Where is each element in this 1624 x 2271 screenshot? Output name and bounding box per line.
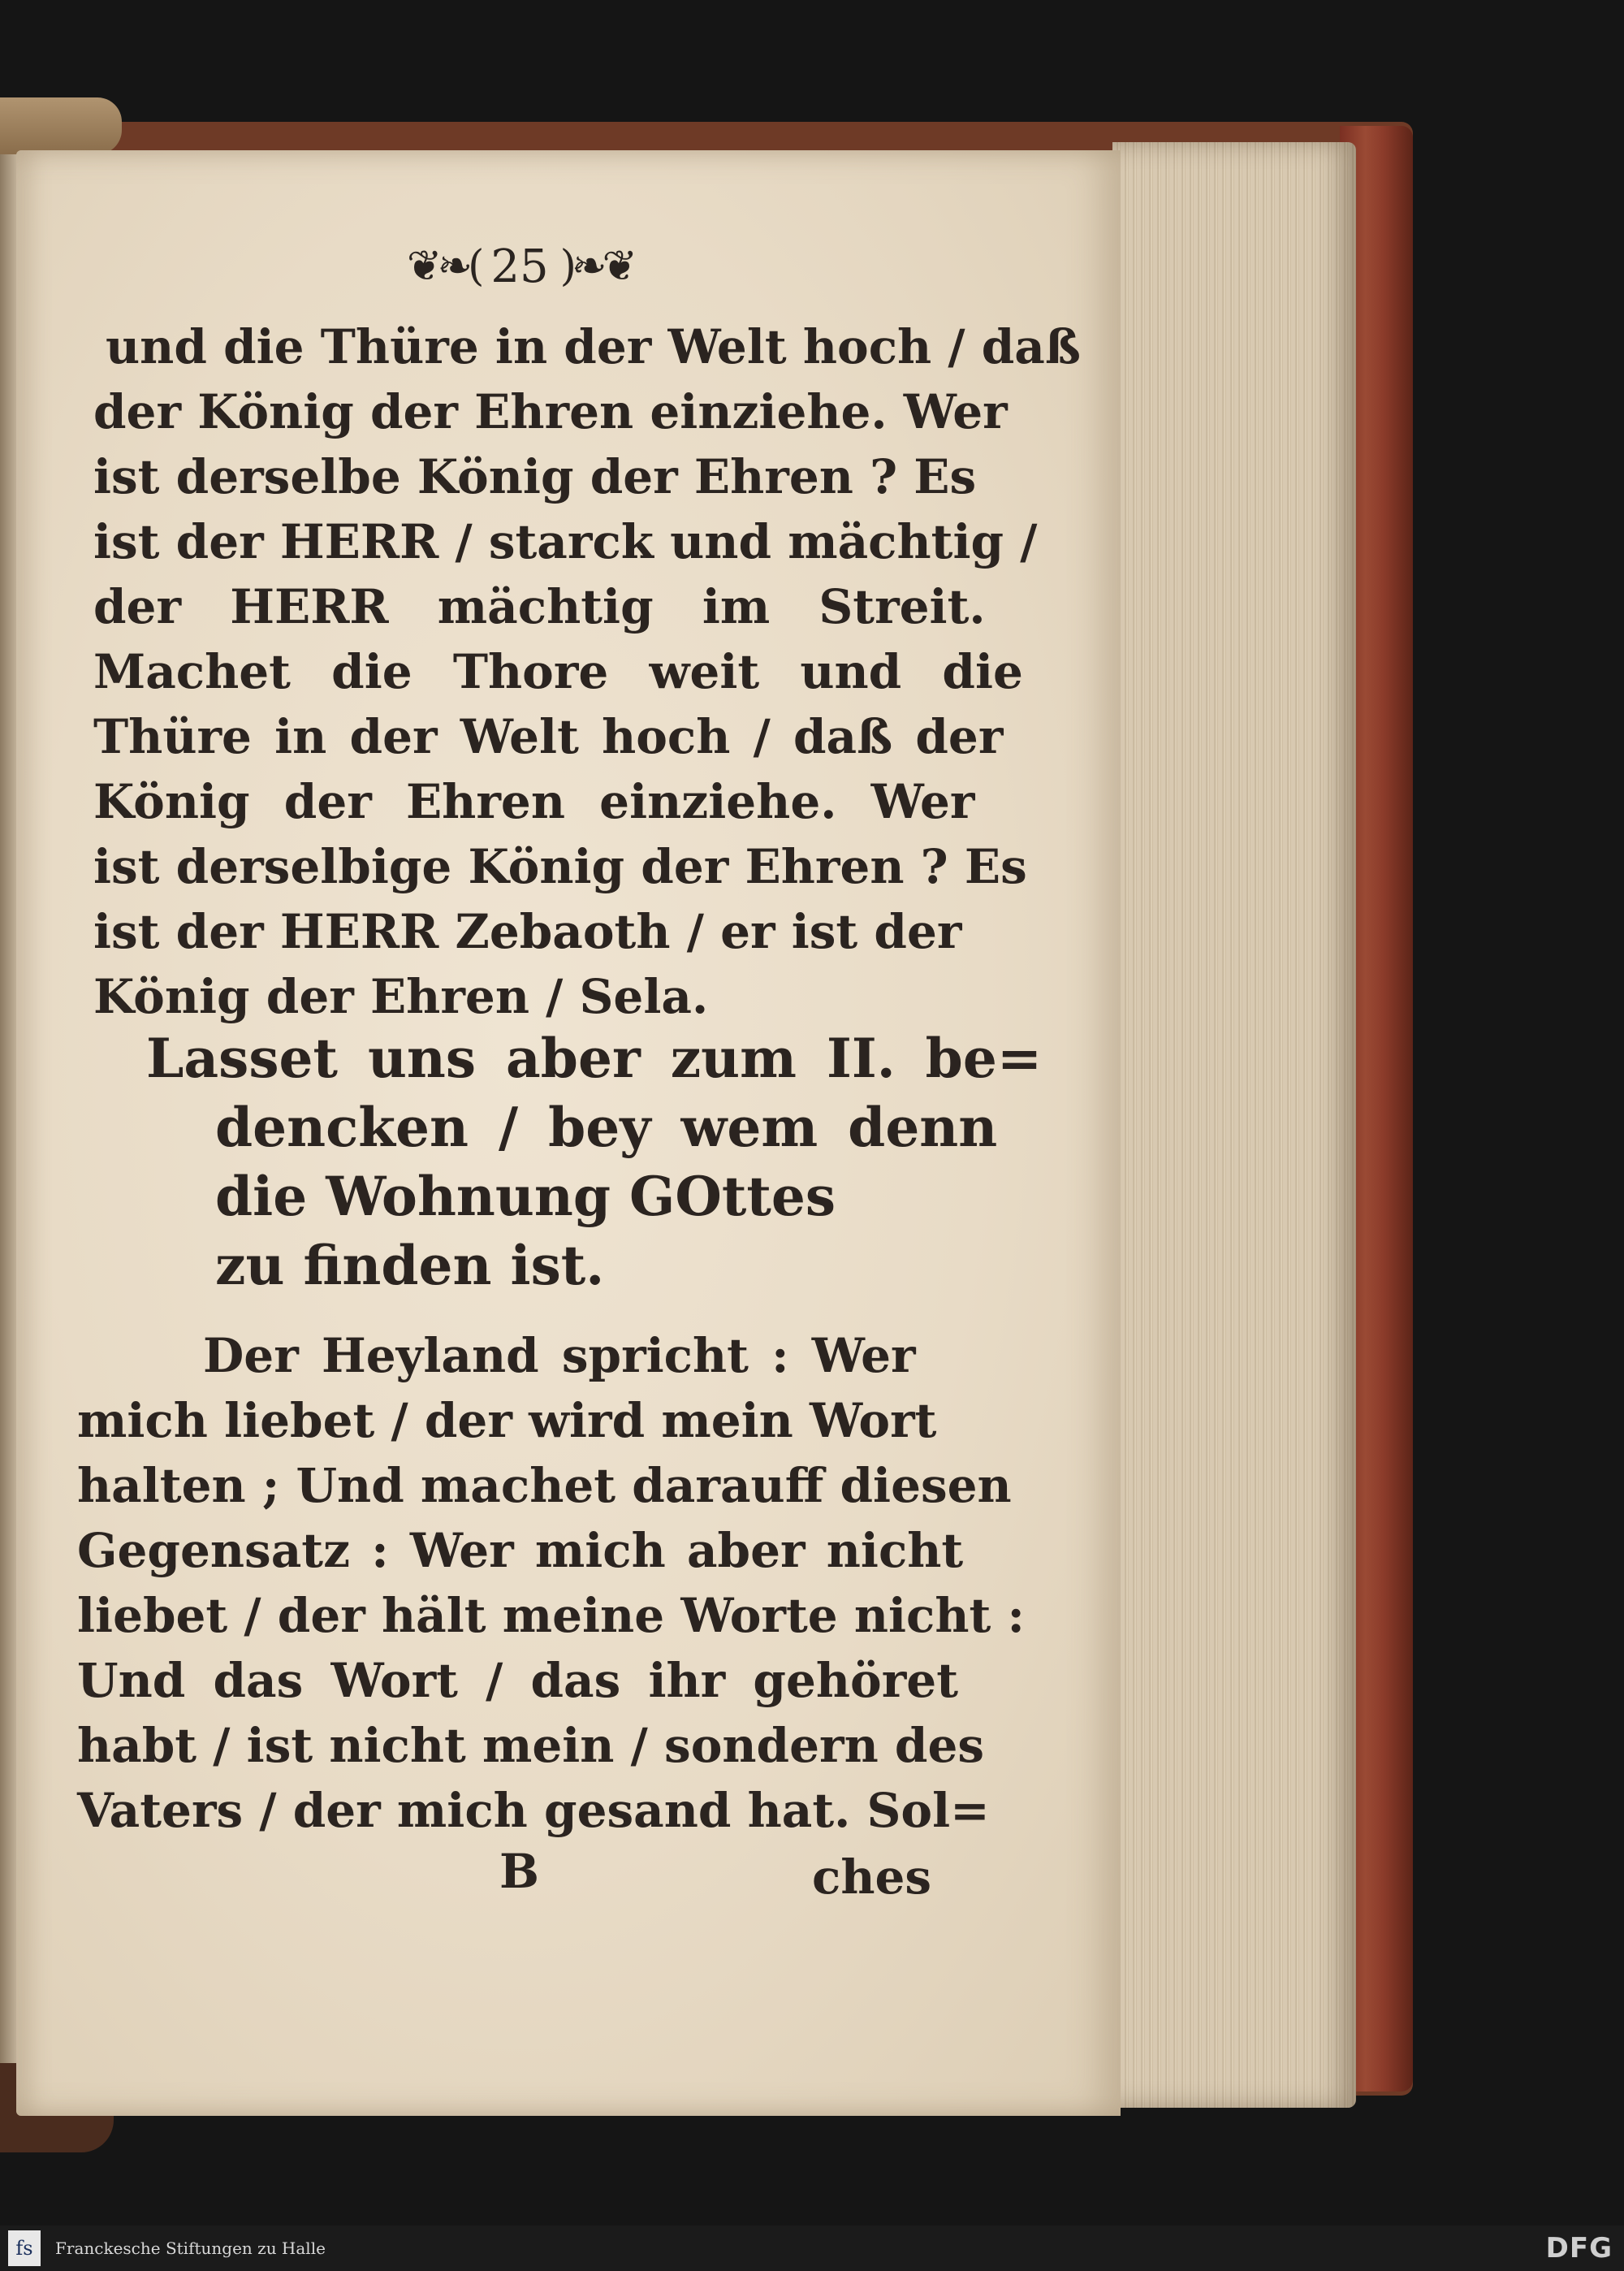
institution-name: Franckesche Stiftungen zu Halle: [55, 2239, 326, 2258]
text-line: habt / ist nicht mein / sondern des: [77, 1718, 985, 1773]
text-line: Thüre in der Welt hoch / daß der: [93, 709, 1004, 764]
text-line: liebet / der hält meine Worte nicht :: [77, 1588, 1025, 1643]
text-line: Gegensatz : Wer mich aber nicht: [77, 1523, 964, 1578]
text-line: halten ; Und machet darauff diesen: [77, 1458, 1012, 1513]
text-line: ist der HERR Zebaoth / er ist der: [93, 904, 962, 959]
text-line: König der Ehren / Sela.: [93, 969, 709, 1024]
ornament-right: )❧❦: [559, 242, 633, 291]
text-line: ist derselbe König der Ehren ? Es: [93, 449, 977, 504]
signature-mark: B: [499, 1844, 540, 1899]
section-heading-line: Lasset uns aber zum II. be=: [146, 1027, 1043, 1090]
text-line: der HERR mächtig im Streit.: [93, 579, 986, 634]
text-line: ist derselbige König der Ehren ? Es: [93, 839, 1027, 894]
footer-bar: [0, 2226, 1624, 2271]
text-line: König der Ehren einziehe. Wer: [93, 774, 975, 829]
page-number: 25: [490, 240, 549, 293]
catchword: ches: [812, 1849, 932, 1905]
section-heading-line: die Wohnung GOttes: [215, 1165, 836, 1228]
section-heading-line: dencken / bey wem denn: [215, 1096, 998, 1159]
text-line: und die Thüre in der Welt hoch / daß: [106, 319, 1081, 374]
text-line: Der Heyland spricht : Wer: [203, 1328, 916, 1383]
dfg-logo: DFG: [1545, 2232, 1613, 2265]
text-line: mich liebet / der wird mein Wort: [77, 1393, 937, 1448]
ornament-left: ❦❧(: [406, 242, 480, 291]
text-line: ist der HERR / starck und mächtig /: [93, 514, 1038, 569]
section-heading-line: zu finden ist.: [215, 1234, 605, 1297]
text-line: der König der Ehren einziehe. Wer: [93, 384, 1008, 439]
institution-logo-icon: fs: [8, 2230, 41, 2266]
text-line: Vaters / der mich gesand hat. Sol=: [77, 1783, 990, 1838]
text-line: Machet die Thore weit und die: [93, 644, 1023, 699]
text-line: Und das Wort / das ihr gehöret: [77, 1653, 958, 1708]
